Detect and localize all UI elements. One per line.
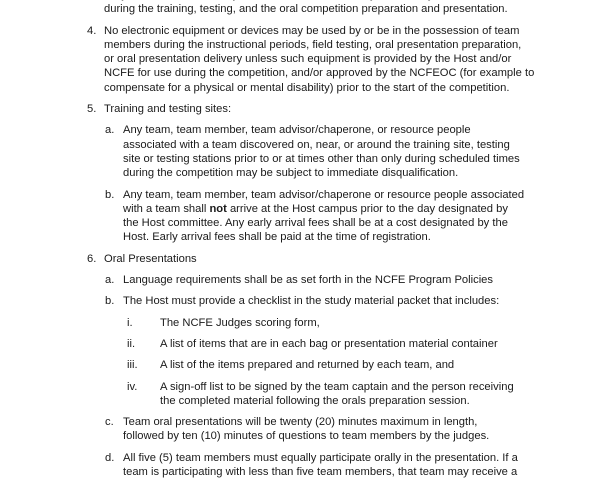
text-line: Host. Early arrival fees shall be paid at the time of registration. bbox=[123, 231, 431, 244]
item-number bbox=[87, 0, 96, 2]
text-line: followed by ten (10) minutes of questions to team members by the judges. bbox=[123, 430, 490, 443]
roman-numeral: iii. bbox=[127, 359, 138, 372]
roman-item-i bbox=[0, 316, 600, 330]
roman-numeral: ii. bbox=[127, 337, 136, 350]
list-item-6 bbox=[0, 252, 600, 479]
text-line: members during the instructional periods, field testing, oral presentation preparation, bbox=[104, 38, 522, 51]
sub-item-6b bbox=[0, 294, 600, 408]
text-line: Any team, team member, team advisor/chaperone, or resource people bbox=[123, 124, 471, 137]
roman-item-iii bbox=[0, 358, 600, 372]
text-line: site or testing stations prior to or at times other than only during scheduled times bbox=[123, 152, 520, 165]
text-line: NCFE for use during the competition, and/or approved by the NCFEOC (for example to bbox=[104, 67, 535, 80]
text-line: The Host must provide a checklist in the study material packet that includes: bbox=[123, 295, 500, 308]
text-line: All five (5) team members must equally participate orally in the presentation. If a bbox=[123, 451, 518, 464]
text-line: Any team, team member, team advisor/chaperone or resource people associated bbox=[123, 188, 525, 201]
list-item-3 bbox=[0, 0, 600, 17]
sub-item-letter: b. bbox=[105, 295, 115, 308]
text-line: or oral presentation delivery unless such equipment is provided by the Host and/or bbox=[104, 53, 512, 66]
text-line: Language requirements shall be as set forth in the NCFE Program Policies bbox=[123, 274, 493, 287]
sub-item-5a bbox=[0, 123, 600, 180]
text-line bbox=[123, 202, 600, 216]
text-line: the Host committee. Any early arrival fees shall be at a cost designated by the bbox=[123, 217, 508, 230]
sub-item-letter: b. bbox=[105, 188, 115, 201]
roman-item-ii bbox=[0, 337, 600, 351]
text-line: during the competition may be subject to immediate disqualification. bbox=[123, 167, 459, 180]
item-heading: Oral Presentations bbox=[104, 252, 197, 265]
sub-item-letter: a. bbox=[105, 124, 115, 137]
item-number: 6. bbox=[87, 252, 97, 265]
roman-item-iv bbox=[0, 380, 600, 409]
sub-item-6a bbox=[0, 273, 600, 287]
item-number: 4. bbox=[87, 24, 97, 37]
text-line: team is participating with less than five team members, that team may receive a bbox=[123, 466, 518, 479]
text-run: arrive at the Host campus prior to the day designated by bbox=[226, 202, 508, 215]
text-line: compensate for a physical or mental disability) prior to the start of the competition. bbox=[104, 81, 510, 94]
sub-item-6c bbox=[0, 415, 600, 444]
text-line: No electronic equipment or devices may be used by or be in the possession of team bbox=[104, 24, 520, 37]
sub-item-6d bbox=[0, 451, 600, 479]
list-item-5 bbox=[0, 102, 600, 245]
sub-item-letter: a. bbox=[105, 274, 115, 287]
list-item-4 bbox=[0, 24, 600, 95]
sub-item-letter: d. bbox=[105, 451, 115, 464]
text-line: A list of items that are in each bag or presentation material container bbox=[160, 337, 498, 350]
text-run: with a team shall bbox=[123, 202, 210, 215]
emphasis-text: not bbox=[209, 202, 227, 215]
item-number: 5. bbox=[87, 103, 97, 116]
text-line: during the training, testing, and the oral competition preparation and presentation. bbox=[104, 3, 508, 16]
sub-item-letter: c. bbox=[105, 416, 114, 429]
text-line: A sign-off list to be signed by the team captain and the person receiving bbox=[160, 380, 514, 393]
roman-numeral: i. bbox=[127, 316, 133, 329]
item-heading: Training and testing sites: bbox=[104, 103, 232, 116]
text-line: Team oral presentations will be twenty (20) minutes maximum in length, bbox=[123, 416, 478, 429]
roman-numeral: iv. bbox=[127, 380, 138, 393]
sub-item-5b bbox=[0, 188, 600, 245]
text-line: associated with a team discovered on, near, or around the training site, testing bbox=[123, 138, 510, 151]
text-line: The NCFE Judges scoring form, bbox=[160, 316, 320, 329]
text-line: the completed material following the orals preparation session. bbox=[160, 394, 470, 407]
text-line: A list of the items prepared and returned by each team, and bbox=[160, 359, 455, 372]
